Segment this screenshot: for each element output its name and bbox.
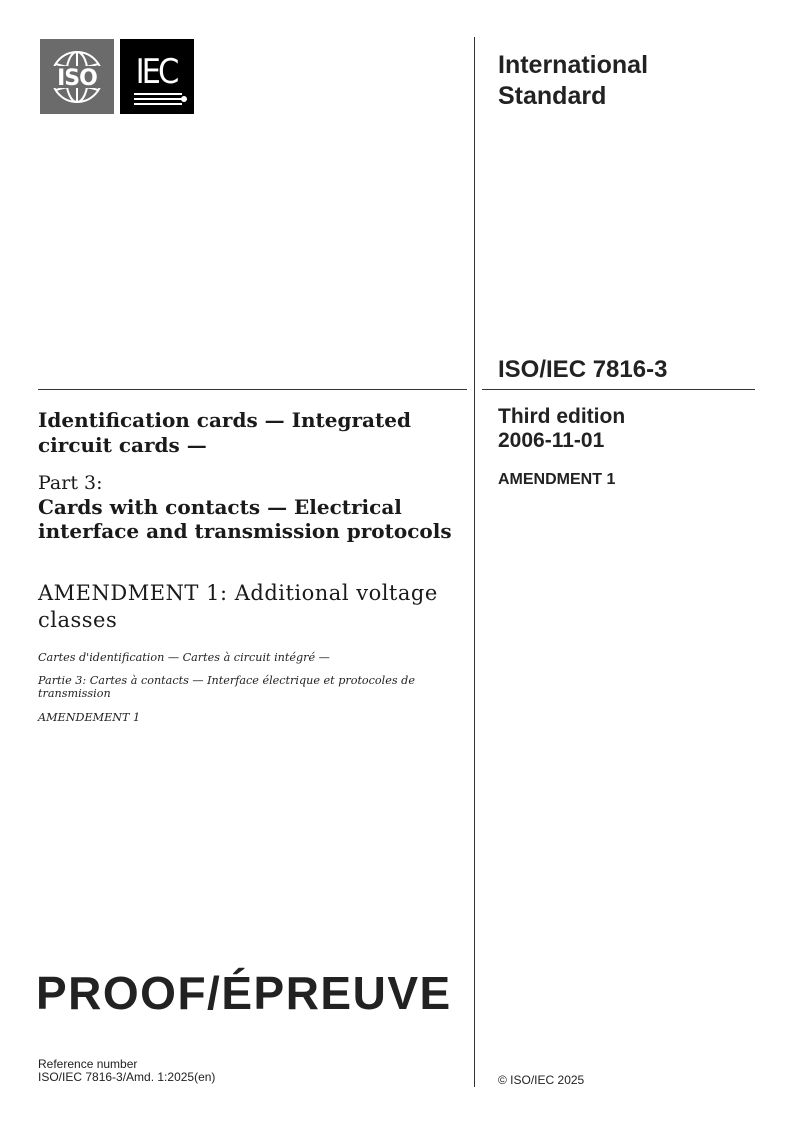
svg-text:IEC: IEC — [135, 52, 177, 92]
french-title-line1: Cartes d'identification — Cartes à circuit intégré — — [38, 651, 330, 664]
document-type-line1: International — [498, 51, 649, 79]
title-rule-right — [482, 389, 755, 390]
part-title: Cards with contacts — Electrical interface and transmission protocols — [38, 495, 452, 543]
main-title: Identification cards — Integrated circuit cards — — [38, 408, 411, 457]
standard-number: ISO/IEC 7816-3 — [498, 356, 668, 383]
amendment-title: AMENDMENT 1: Additional voltage classes — [38, 581, 438, 632]
title-rule-left — [38, 389, 467, 390]
amendment-label: AMENDMENT 1 — [498, 471, 616, 488]
iso-globe-icon — [40, 39, 114, 114]
document-type-line2: Standard — [498, 82, 607, 110]
edition-info — [498, 405, 625, 453]
iso-logo — [40, 39, 114, 114]
french-title-line2: Partie 3: Cartes à contacts — Interface électrique et protocoles de transmission — [38, 674, 415, 700]
iec-mark-icon — [120, 39, 194, 114]
column-divider — [474, 37, 475, 1087]
proof-watermark: PROOF/ÉPREUVE — [36, 967, 452, 1019]
part-label: Part 3: — [38, 472, 103, 494]
copyright-notice: © ISO/IEC 2025 — [498, 1073, 585, 1087]
edition-date: 2006-11-01 — [498, 429, 605, 452]
document-type — [498, 50, 748, 112]
french-amendment: AMENDEMENT 1 — [38, 711, 141, 724]
reference-label: Reference number — [38, 1057, 138, 1071]
reference-number: ISO/IEC 7816-3/Amd. 1:2025(en) — [38, 1070, 216, 1084]
edition-label: Third edition — [498, 405, 626, 428]
svg-text:ISO: ISO — [57, 66, 97, 91]
iec-logo — [120, 39, 194, 114]
